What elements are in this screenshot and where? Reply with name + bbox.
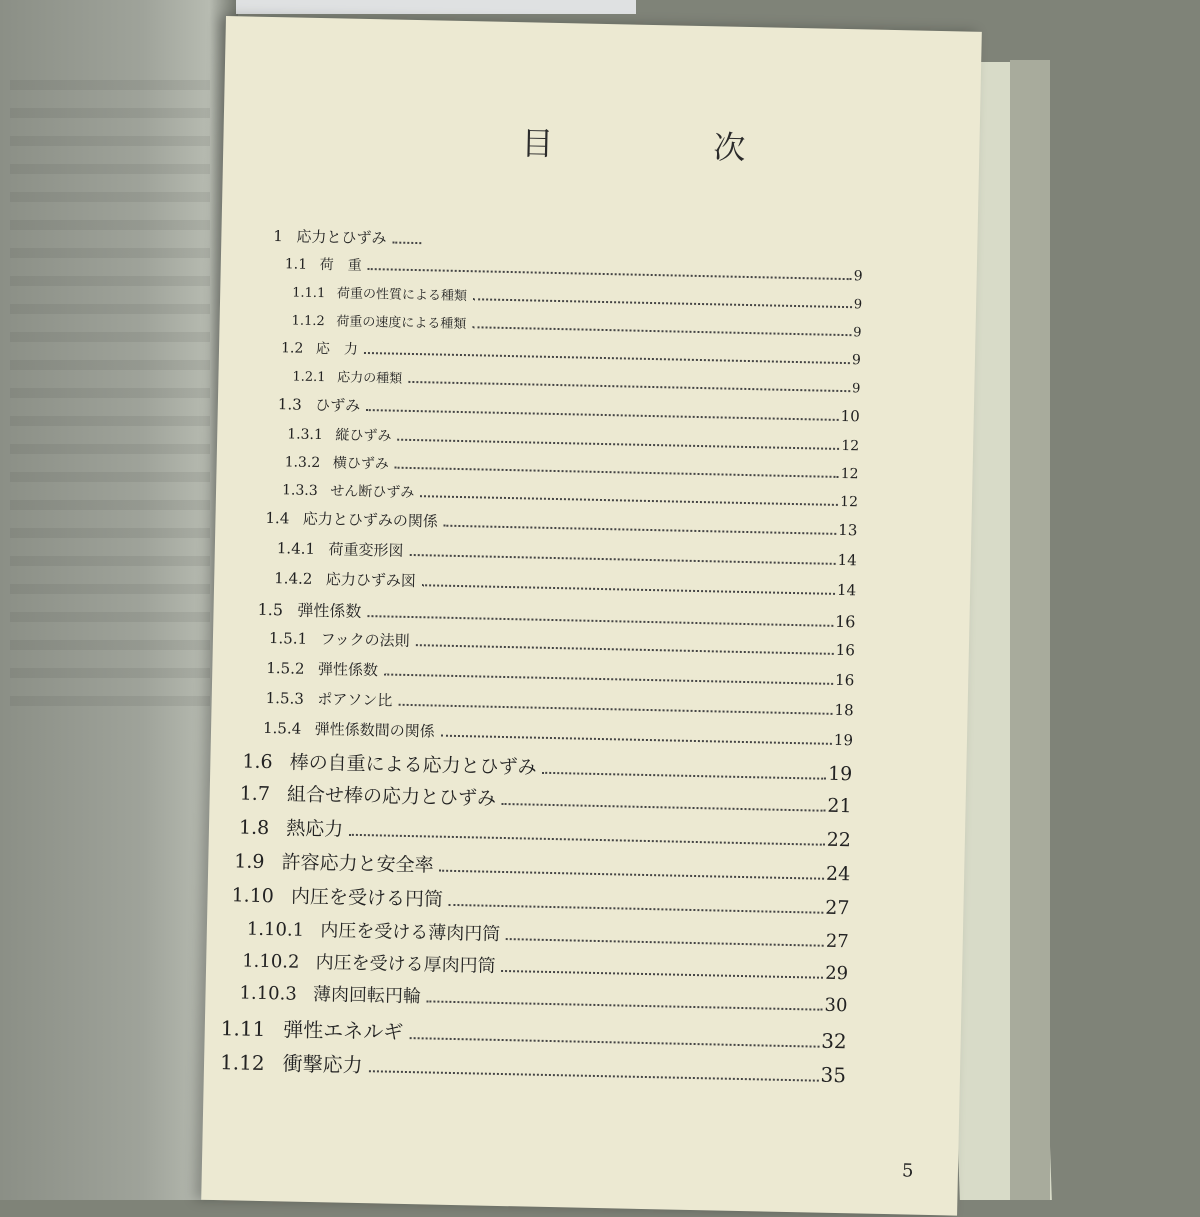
toc-entry-label: 弾性係数間の関係 — [314, 720, 435, 741]
toc-entry — [239, 979, 847, 1018]
toc-entry — [266, 687, 854, 720]
toc-entry-page: 32 — [820, 1028, 847, 1054]
leader-dots — [415, 643, 833, 655]
facing-page — [0, 0, 238, 1200]
toc-entry-page: 27 — [825, 896, 850, 920]
toc-entry — [273, 225, 423, 249]
toc-entry-number: 1.1 — [284, 256, 308, 273]
toc-entry-page: 9 — [853, 297, 863, 313]
leader-dots — [364, 351, 850, 364]
toc-entry-label: 荷重の性質による種類 — [336, 286, 468, 305]
leader-dots — [398, 703, 832, 715]
leader-dots — [349, 833, 824, 846]
toc-entry-number: 1.1.2 — [291, 313, 325, 330]
leader-dots — [473, 297, 852, 308]
leader-dots — [366, 408, 838, 421]
toc-entry-label: フックの法則 — [320, 630, 410, 650]
toc-entry-number: 1.7 — [239, 782, 271, 806]
toc-entry — [285, 253, 863, 285]
toc-entry-label: 内圧を受ける円筒 — [290, 885, 444, 911]
toc-title: 目 次 — [520, 124, 810, 169]
toc-entry — [282, 479, 858, 511]
toc-entry-number: 1.5.3 — [265, 688, 305, 708]
toc-entry-number: 1.12 — [219, 1050, 265, 1076]
toc-entry-page: 9 — [853, 325, 862, 341]
toc-entry-label: 荷重変形図 — [328, 540, 404, 560]
toc-entry — [247, 915, 849, 954]
toc-entry-label: 応力とひずみの関係 — [302, 509, 439, 531]
toc-entry-number: 1.5.4 — [262, 718, 302, 738]
toc-entry-number: 1.5.2 — [266, 658, 305, 678]
toc-entry-label: 荷 重 — [319, 257, 362, 274]
toc-entry-label: せん断ひずみ — [330, 483, 415, 502]
toc-entry-label: 応 力 — [315, 340, 359, 358]
toc-entry — [291, 309, 861, 341]
toc-entry-number: 1.2 — [280, 340, 304, 357]
toc-entry — [292, 365, 860, 397]
page-stack-shadow — [1010, 60, 1050, 1200]
toc-entry-number: 1.10.1 — [246, 918, 305, 941]
toc-entry — [263, 717, 853, 750]
toc-entry-page: 27 — [825, 930, 849, 953]
toc-entry-page: 19 — [827, 762, 853, 786]
leader-dots — [427, 999, 823, 1010]
toc-entry-label: 薄肉回転円輪 — [312, 984, 422, 1008]
toc-entry-number: 1.10.3 — [239, 982, 298, 1005]
toc-entry-label: 応力とひずみ — [296, 227, 387, 248]
toc-entry — [281, 337, 861, 369]
leader-dots — [506, 937, 824, 947]
toc-entry-page: 16 — [834, 670, 855, 690]
leader-dots — [392, 241, 421, 245]
leader-dots — [439, 869, 823, 880]
toc-entry-label: 内圧を受ける厚肉円筒 — [315, 952, 496, 977]
toc-entry — [277, 537, 857, 570]
toc-entry — [231, 880, 849, 920]
toc-entry-number: 1.10 — [231, 884, 275, 908]
toc-entry-label: 横ひずみ — [332, 455, 390, 473]
toc-entry-label: 衝撃応力 — [282, 1051, 363, 1078]
toc-entry-label: 内圧を受ける薄肉円筒 — [320, 920, 501, 945]
toc-entry-label: 熱応力 — [286, 817, 344, 841]
toc-entry-label: ポアソン比 — [317, 690, 393, 710]
toc-entry — [239, 812, 851, 852]
toc-entry-label: 許容応力と安全率 — [281, 851, 434, 877]
toc-entry-label: 応力の種類 — [337, 370, 403, 387]
toc-entry-number: 1.11 — [220, 1016, 266, 1042]
toc-entry-number: 1.10.2 — [241, 950, 300, 973]
leader-dots — [409, 553, 835, 565]
toc-entry — [292, 281, 862, 313]
leader-dots — [543, 771, 826, 780]
toc-entry-page: 12 — [841, 437, 860, 455]
toc-entry-label: 棒の自重による応力とひずみ — [289, 751, 537, 779]
toc-entry-label: 荷重の速度による種類 — [336, 314, 467, 333]
toc-entry-page: 14 — [837, 550, 857, 570]
toc-entry-page: 9 — [853, 268, 863, 285]
page-number: 5 — [901, 1160, 914, 1182]
toc-entry-number: 1.3.2 — [284, 454, 321, 472]
toc-entry-number: 1.6 — [242, 750, 273, 774]
leader-dots — [441, 734, 832, 745]
toc-entry-page: 16 — [834, 611, 856, 632]
leader-dots — [384, 672, 833, 684]
toc-entry-number: 1.2.1 — [292, 369, 326, 386]
toc-entry-page: 21 — [827, 794, 852, 818]
leader-dots — [420, 494, 838, 506]
top-paper-strip — [236, 0, 636, 14]
toc-entry-page: 12 — [839, 493, 859, 511]
leader-dots — [397, 438, 839, 450]
toc-entry-page: 18 — [834, 700, 854, 720]
toc-entry-page: 9 — [851, 381, 861, 397]
toc-entry-page: 9 — [851, 352, 862, 369]
leader-dots — [408, 380, 850, 392]
toc-entry-label: ひずみ — [315, 395, 361, 415]
leader-dots — [368, 1069, 818, 1081]
toc-entry-page: 10 — [840, 406, 860, 426]
toc-entry-page: 22 — [826, 828, 852, 852]
toc-entry-label: 弾性係数 — [297, 600, 362, 621]
leader-dots — [368, 267, 852, 280]
toc-entry-number: 1.5 — [257, 599, 284, 620]
toc-entry-number: 1.3 — [277, 395, 302, 414]
toc-entry — [274, 567, 856, 600]
toc-entry-page: 14 — [836, 580, 857, 600]
toc-entry-page: 16 — [835, 640, 856, 660]
toc-entry-page: 13 — [838, 520, 858, 540]
toc-entry-number: 1.4.2 — [274, 569, 313, 588]
toc-entry-page: 24 — [825, 862, 851, 886]
toc-entry — [234, 846, 850, 886]
toc-entry-page: 12 — [840, 465, 859, 483]
toc-entry-number: 1.9 — [234, 850, 265, 873]
toc-entry — [266, 657, 854, 690]
toc-list — [219, 200, 978, 1088]
leader-dots — [502, 802, 825, 812]
toc-entry-number: 1.4 — [265, 508, 290, 528]
toc-entry-label: 応力ひずみ図 — [325, 570, 417, 591]
toc-entry — [265, 507, 857, 540]
toc-entry-page: 29 — [824, 962, 849, 985]
toc-entry-label: 弾性係数 — [317, 660, 379, 680]
leader-dots — [501, 969, 823, 979]
toc-entry-number: 1.3.1 — [287, 426, 324, 444]
facing-page-text-shadow — [10, 80, 210, 720]
toc-entry — [242, 947, 848, 986]
toc-entry-label: 弾性エネルギ — [283, 1017, 404, 1044]
toc-entry-label: 組合せ棒の応力とひずみ — [286, 783, 497, 810]
toc-entry-number: 1.8 — [238, 816, 270, 840]
leader-dots — [444, 524, 837, 535]
toc-entry-number: 1.1.1 — [292, 285, 326, 302]
toc-entry — [278, 393, 860, 426]
toc-entry — [269, 627, 855, 660]
toc-entry-number: 1 — [273, 227, 284, 246]
toc-entry-number: 1.4.1 — [276, 539, 316, 558]
toc-entry-page: 19 — [833, 730, 854, 750]
toc-entry-number: 1.5.1 — [268, 629, 308, 648]
leader-dots — [395, 466, 839, 478]
toc-entry-page: 35 — [820, 1062, 847, 1088]
toc-page — [201, 16, 982, 1216]
toc-entry — [220, 1046, 846, 1088]
toc-entry-number: 1.3.3 — [281, 482, 318, 500]
leader-dots — [409, 1036, 819, 1048]
toc-entry — [239, 778, 851, 818]
leader-dots — [449, 903, 823, 914]
toc-entry — [284, 451, 858, 483]
leader-dots — [367, 614, 833, 627]
toc-entry-label: 縦ひずみ — [335, 427, 392, 445]
toc-entry — [287, 423, 859, 455]
toc-entry — [257, 597, 855, 633]
leader-dots — [472, 325, 851, 336]
toc-entry-page: 30 — [824, 994, 848, 1017]
leader-dots — [422, 583, 835, 595]
